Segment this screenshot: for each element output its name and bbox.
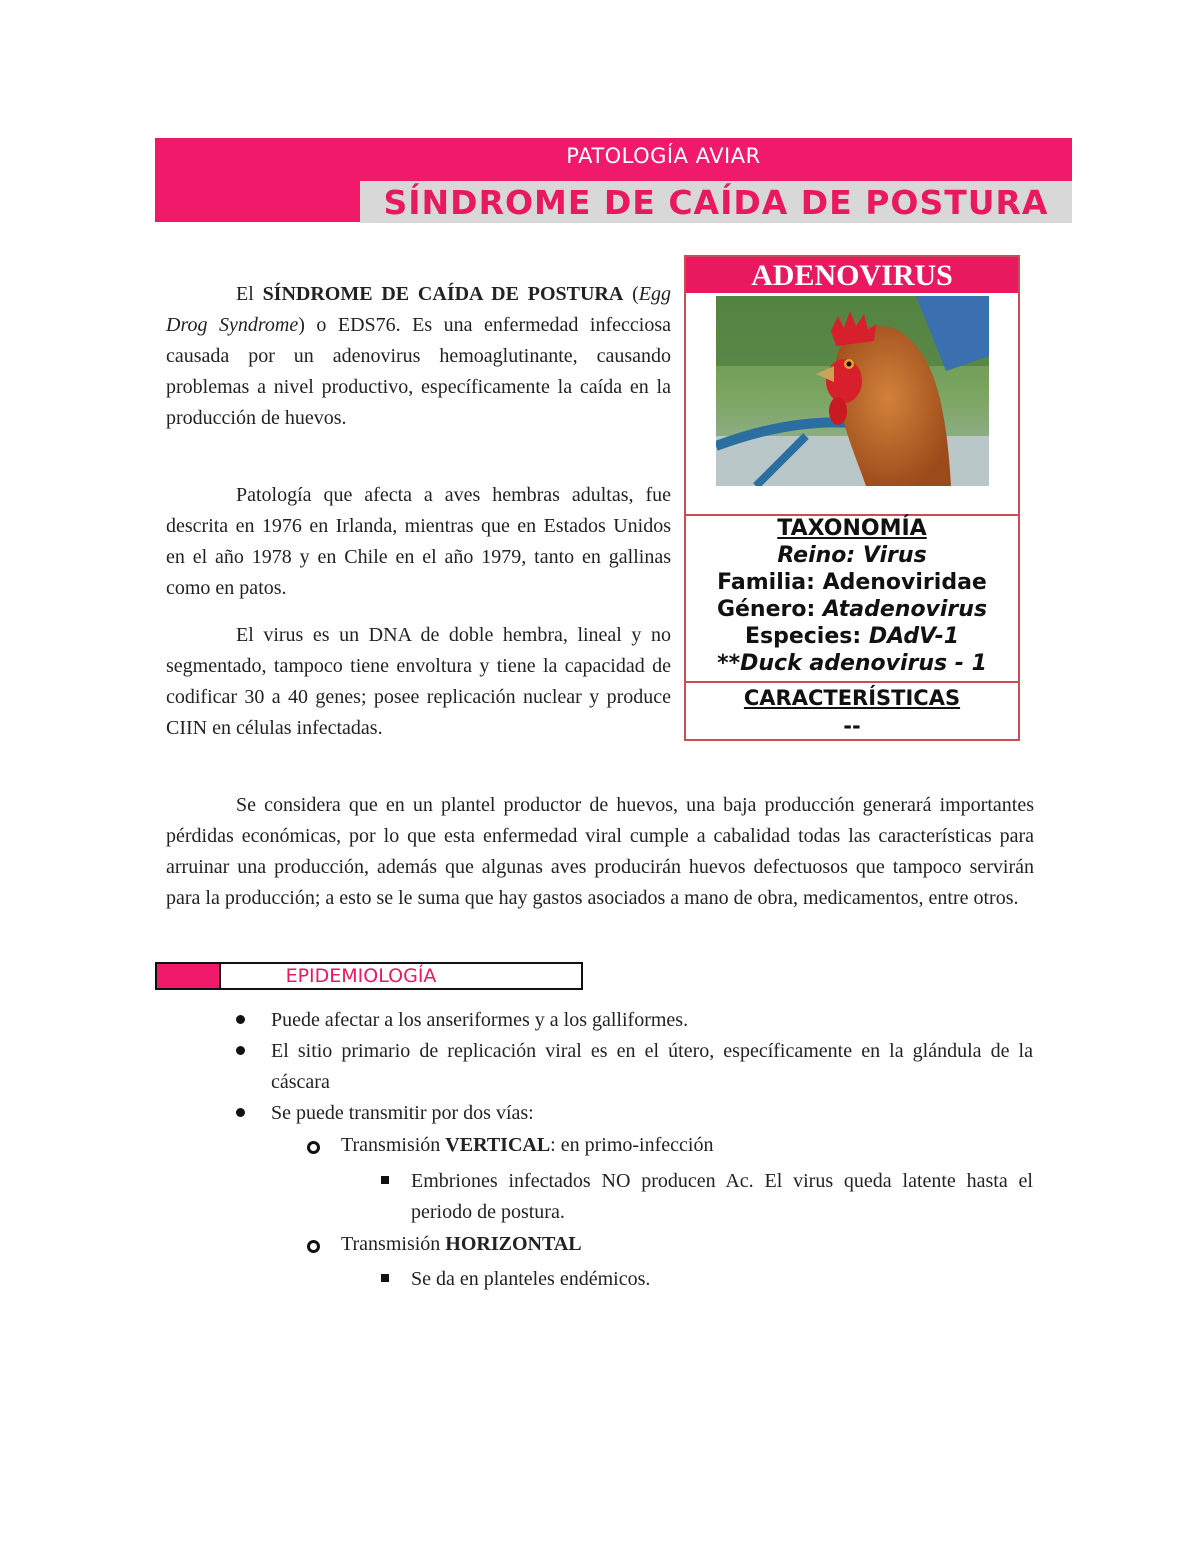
epidemiology-accent: [157, 964, 219, 988]
genero-value: Atadenovirus: [822, 597, 988, 622]
reino-label: Reino:: [777, 543, 863, 568]
list-item: Se da en planteles endémicos.: [411, 1268, 651, 1290]
bullet-icon: [236, 1015, 245, 1024]
taxonomy-reino: [686, 542, 1018, 569]
taxonomy-genero: [686, 596, 1018, 623]
intro-paragraph: [166, 279, 671, 434]
taxonomy-familia: [686, 569, 1018, 596]
square-bullet-icon: [381, 1176, 389, 1184]
duck-prefix: **: [717, 651, 741, 676]
text-run: ) o EDS76. Es una enfermedad infecciosa causada por un adenovirus hemoaglutinante, causando problemas a nivel productivo, específicamente la caída en la producción de huevos.: [166, 314, 671, 429]
square-bullet-icon: [381, 1274, 389, 1282]
list-item: El sitio primario de replicación viral es en el útero, específicamente en la glándula de la cáscara: [271, 1040, 1033, 1093]
text-run: El: [236, 283, 263, 305]
bullet-icon: [236, 1108, 245, 1117]
virus-paragraph: El virus es un DNA de doble hembra, lineal y no segmentado, tampoco tiene envoltura y tiene la capacidad de codificar 30 a 40 genes; posee replicación nuclear y produce CIIN en células infectadas.: [166, 624, 671, 739]
taxonomy-duck: [686, 650, 1018, 677]
english-name: Egg Drog Syndrome: [166, 283, 671, 336]
reino-value: Virus: [862, 543, 927, 568]
section-subtitle: PATOLOGÍA AVIAR: [566, 144, 761, 168]
bullet-icon: [236, 1046, 245, 1055]
disease-name: SÍNDROME DE CAÍDA DE POSTURA: [262, 283, 624, 305]
list-item: Puede afectar a los anseriformes y a los galliformes.: [271, 1009, 689, 1031]
list-item: Embriones infectados NO producen Ac. El virus queda latente hasta el periodo de postura.: [411, 1170, 1033, 1223]
text-run: (: [623, 283, 639, 305]
taxonomy-title: TAXONOMÍA: [777, 516, 927, 541]
text-run: Transmisión: [341, 1134, 446, 1156]
circle-bullet-icon: [307, 1240, 320, 1253]
sidebox-divider: [684, 681, 1020, 683]
epidemiology-label: EPIDEMIOLOGÍA: [285, 965, 437, 987]
circle-bullet-icon: [307, 1141, 320, 1154]
sidebox-heading: ADENOVIRUS: [686, 257, 1018, 293]
familia-label: Familia:: [717, 570, 823, 595]
taxonomy-especies: [686, 623, 1018, 650]
characteristics-title: CARACTERÍSTICAS: [743, 686, 961, 710]
duck-value: Duck adenovirus - 1: [740, 651, 987, 676]
list-item-vertical: [341, 1130, 1033, 1161]
characteristics-section: [686, 684, 1018, 740]
text-run: Transmisión: [341, 1233, 446, 1255]
especies-value: DAdV-1: [868, 624, 960, 649]
page-title: SÍNDROME DE CAÍDA DE POSTURA: [383, 183, 1049, 222]
hen-illustration: [716, 296, 989, 486]
vertical-label: VERTICAL: [445, 1134, 551, 1156]
list-item: Se puede transmitir por dos vías:: [271, 1102, 534, 1124]
text-run: : en primo-infección: [550, 1134, 714, 1156]
familia-value: Adenoviridae: [822, 570, 987, 595]
list-item-horizontal: [341, 1229, 1033, 1260]
horizontal-label: HORIZONTAL: [445, 1233, 582, 1255]
genero-label: Género:: [716, 597, 823, 622]
hen-photo: [716, 296, 989, 486]
impact-paragraph: Se considera que en un plantel productor de huevos, una baja producción generará importantes pérdidas económicas, por lo que esta enfermedad viral cumple a cabalidad todas las características para arruinar una producción, además que algunas aves producirán huevos defectuosos que tampoco servirán para la producción; a esto se le suma que hay gastos asociados a mano de obra, medicamentos, entre otros.: [166, 794, 1034, 909]
history-paragraph: Patología que afecta a aves hembras adultas, fue descrita en 1976 en Irlanda, mientras que en Estados Unidos en el año 1978 y en Chile en el año 1979, tanto en gallinas como en patos.: [166, 484, 671, 599]
especies-label: Especies:: [744, 624, 869, 649]
characteristics-value: --: [843, 714, 861, 738]
taxonomy-section: [686, 515, 1018, 677]
